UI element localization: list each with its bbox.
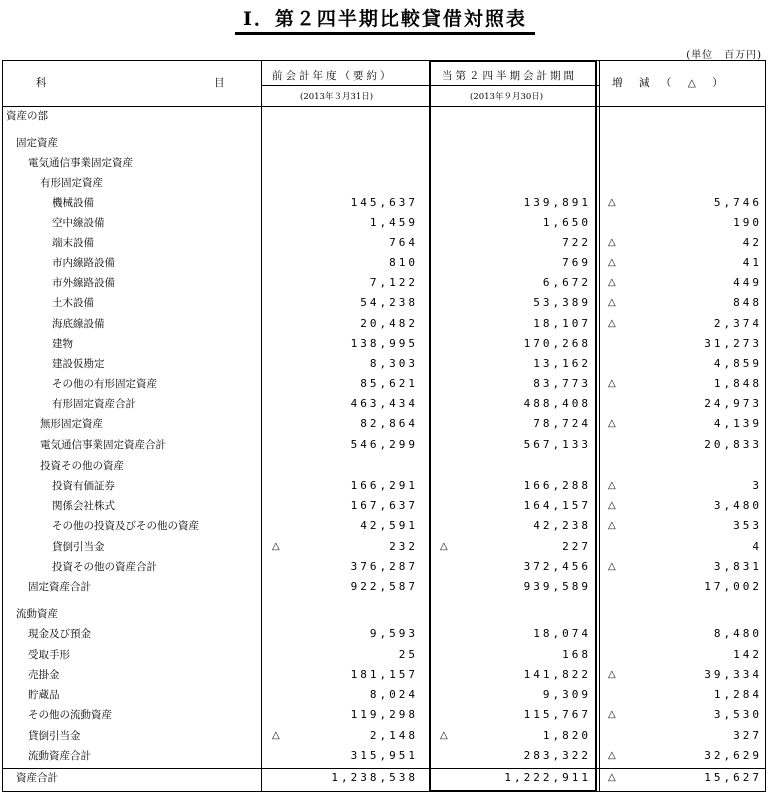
- row-label: 有形固定資産: [40, 177, 103, 189]
- cell-cur: 139,891: [523, 196, 591, 209]
- negative-triangle-icon: △: [608, 197, 616, 208]
- row-label: 売掛金: [28, 669, 60, 681]
- cell-prev: 9,593: [369, 627, 418, 640]
- negative-triangle-icon: △: [440, 730, 448, 741]
- cell-prev: 232: [389, 540, 418, 553]
- row-label: 電気通信事業固定資産: [28, 157, 133, 169]
- table-row: [2, 577, 766, 597]
- unit-label: (単位 百万円): [686, 50, 762, 61]
- cell-cur: 78,724: [533, 417, 591, 430]
- table-row: [2, 133, 766, 153]
- table-row: [2, 153, 766, 173]
- row-label: その他の投資及びその他の資産: [52, 520, 199, 532]
- cell-diff: 142: [733, 648, 762, 661]
- row-label: 固定資産合計: [28, 581, 91, 593]
- header-prev-year: 前会計年度（要約）: [272, 70, 394, 82]
- cell-cur: 567,133: [523, 438, 591, 451]
- cell-prev: 2,148: [369, 729, 418, 742]
- negative-triangle-icon: △: [272, 730, 280, 741]
- table-row: [2, 645, 766, 665]
- cell-diff: 2,374: [713, 317, 762, 330]
- row-label: 受取手形: [28, 649, 70, 661]
- row-label: 固定資産: [16, 137, 58, 149]
- cell-diff: 31,273: [704, 337, 762, 350]
- cell-prev: 315,951: [350, 749, 418, 762]
- row-label: 市内線路設備: [52, 257, 115, 269]
- cell-cur: 1,820: [542, 729, 591, 742]
- table-row: [2, 314, 766, 334]
- cell-diff: 4,139: [713, 417, 762, 430]
- cell-prev: 145,637: [350, 196, 418, 209]
- cell-diff: 190: [733, 216, 762, 229]
- table-row: [2, 476, 766, 496]
- cell-cur: 1,650: [542, 216, 591, 229]
- cell-diff: 4,859: [713, 357, 762, 370]
- cell-prev: 42,591: [360, 519, 418, 532]
- header-item: 科: [36, 77, 50, 89]
- cell-prev: 167,637: [350, 499, 418, 512]
- header-current-period: 当第２四半期会計期間: [442, 70, 577, 82]
- cell-prev: 546,299: [350, 438, 418, 451]
- cell-prev: 119,298: [350, 708, 418, 721]
- row-label: 資産の部: [6, 110, 48, 122]
- page-title: Ⅰ．第２四半期比較貸借対照表: [0, 4, 770, 35]
- cell-prev: 7,122: [369, 276, 418, 289]
- cell-prev: 463,434: [350, 397, 418, 410]
- row-label: 市外線路設備: [52, 277, 115, 289]
- table-row: [2, 293, 766, 313]
- table-row: [2, 665, 766, 685]
- table-row: [2, 768, 766, 788]
- cell-cur: 1,222,911: [504, 771, 591, 784]
- cell-cur: 283,322: [523, 749, 591, 762]
- cell-prev: 810: [389, 256, 418, 269]
- cell-diff: 327: [733, 729, 762, 742]
- row-label: 建物: [52, 338, 73, 350]
- row-label: 貸倒引当金: [52, 541, 105, 553]
- cell-diff: 848: [733, 296, 762, 309]
- cell-diff: 42: [742, 236, 762, 249]
- cell-cur: 488,408: [523, 397, 591, 410]
- cell-diff: 5,746: [713, 196, 762, 209]
- cell-prev: 1,238,538: [331, 771, 418, 784]
- cell-prev: 764: [389, 236, 418, 249]
- cell-prev: 8,303: [369, 357, 418, 370]
- row-label: 流動資産合計: [28, 750, 91, 762]
- cell-cur: 6,672: [542, 276, 591, 289]
- cell-cur: 53,389: [533, 296, 591, 309]
- header-prev-date: (2013年３月31日): [300, 92, 374, 102]
- cell-diff: 353: [733, 519, 762, 532]
- cell-diff: 1,848: [713, 377, 762, 390]
- row-label: 流動資産: [16, 608, 58, 620]
- row-label: 貸倒引当金: [28, 730, 81, 742]
- negative-triangle-icon: △: [608, 520, 616, 531]
- row-label: 機械設備: [52, 197, 94, 209]
- row-label: 端末設備: [52, 237, 94, 249]
- table-row: [2, 233, 766, 253]
- negative-triangle-icon: △: [608, 378, 616, 389]
- cell-diff: 20,833: [704, 438, 762, 451]
- cell-diff: 3,831: [713, 560, 762, 573]
- row-label: 投資その他の資産合計: [52, 561, 157, 573]
- table-row: [2, 746, 766, 766]
- cell-prev: 1,459: [369, 216, 418, 229]
- negative-triangle-icon: △: [272, 541, 280, 552]
- table-row: [2, 516, 766, 536]
- row-label: 建設仮勘定: [52, 358, 105, 370]
- negative-triangle-icon: △: [608, 318, 616, 329]
- cell-diff: 15,627: [704, 771, 762, 784]
- cell-cur: 769: [562, 256, 591, 269]
- cell-prev: 8,024: [369, 688, 418, 701]
- cell-cur: 141,822: [523, 668, 591, 681]
- cell-cur: 166,288: [523, 479, 591, 492]
- table-row: [2, 496, 766, 516]
- row-label: その他の流動資産: [28, 709, 112, 721]
- cell-diff: 3: [752, 479, 762, 492]
- cell-prev: 376,287: [350, 560, 418, 573]
- cell-prev: 20,482: [360, 317, 418, 330]
- negative-triangle-icon: △: [608, 297, 616, 308]
- table-row: [2, 414, 766, 434]
- table-row: [2, 354, 766, 374]
- row-label: 投資その他の資産: [40, 460, 124, 472]
- cell-cur: 115,767: [523, 708, 591, 721]
- table-row: [2, 374, 766, 394]
- cell-diff: 39,334: [704, 668, 762, 681]
- cell-diff: 3,480: [713, 499, 762, 512]
- cell-cur: 939,589: [523, 580, 591, 593]
- table-row: [2, 173, 766, 193]
- negative-triangle-icon: △: [608, 237, 616, 248]
- row-label: その他の有形固定資産: [52, 378, 157, 390]
- table-row: [2, 334, 766, 354]
- table-row: [2, 456, 766, 476]
- table-row: [2, 106, 766, 126]
- row-label: 関係会社株式: [52, 500, 115, 512]
- row-label: 有形固定資産合計: [52, 398, 136, 410]
- cell-diff: 8,480: [713, 627, 762, 640]
- negative-triangle-icon: △: [608, 418, 616, 429]
- cell-diff: 449: [733, 276, 762, 289]
- table-row: [2, 705, 766, 725]
- cell-prev: 922,587: [350, 580, 418, 593]
- row-label: 資産合計: [16, 772, 58, 784]
- row-label: 投資有価証券: [52, 480, 115, 492]
- cell-diff: 1,284: [713, 688, 762, 701]
- cell-diff: 4: [752, 540, 762, 553]
- negative-triangle-icon: △: [608, 772, 616, 783]
- cell-cur: 170,268: [523, 337, 591, 350]
- negative-triangle-icon: △: [608, 480, 616, 491]
- table-row: [2, 394, 766, 414]
- cell-prev: 54,238: [360, 296, 418, 309]
- table-row: [2, 604, 766, 624]
- cell-cur: 83,773: [533, 377, 591, 390]
- cell-diff: 41: [742, 256, 762, 269]
- negative-triangle-icon: △: [440, 541, 448, 552]
- cell-diff: 24,973: [704, 397, 762, 410]
- negative-triangle-icon: △: [608, 257, 616, 268]
- row-label: 貯蔵品: [28, 689, 60, 701]
- table-row: [2, 685, 766, 705]
- negative-triangle-icon: △: [608, 277, 616, 288]
- table-row: [2, 213, 766, 233]
- table-row: [2, 435, 766, 455]
- cell-diff: 32,629: [704, 749, 762, 762]
- negative-triangle-icon: △: [608, 561, 616, 572]
- row-label: 土木設備: [52, 297, 94, 309]
- table-row: [2, 557, 766, 577]
- cell-cur: 18,107: [533, 317, 591, 330]
- table-row: [2, 193, 766, 213]
- cell-prev: 181,157: [350, 668, 418, 681]
- negative-triangle-icon: △: [608, 669, 616, 680]
- table-row: [2, 273, 766, 293]
- cell-cur: 18,074: [533, 627, 591, 640]
- row-label: 空中線設備: [52, 217, 105, 229]
- negative-triangle-icon: △: [608, 500, 616, 511]
- row-label: 海底線設備: [52, 318, 105, 330]
- cell-cur: 13,162: [533, 357, 591, 370]
- table-row: [2, 537, 766, 557]
- cell-cur: 227: [562, 540, 591, 553]
- cell-prev: 85,621: [360, 377, 418, 390]
- cell-diff: 17,002: [704, 580, 762, 593]
- header-difference: 増 減 （ △ ）: [612, 77, 726, 89]
- cell-prev: 138,995: [350, 337, 418, 350]
- cell-cur: 42,238: [533, 519, 591, 532]
- negative-triangle-icon: △: [608, 709, 616, 720]
- table-row: [2, 726, 766, 746]
- header-current-date: (2013年９月30日): [470, 92, 544, 102]
- table-row: [2, 253, 766, 273]
- cell-prev: 25: [398, 648, 418, 661]
- cell-diff: 3,530: [713, 708, 762, 721]
- negative-triangle-icon: △: [608, 750, 616, 761]
- table-row: [2, 624, 766, 644]
- cell-cur: 372,456: [523, 560, 591, 573]
- cell-cur: 722: [562, 236, 591, 249]
- cell-cur: 168: [562, 648, 591, 661]
- header-item-2: 目: [214, 77, 228, 89]
- row-label: 無形固定資産: [40, 418, 103, 430]
- cell-prev: 82,864: [360, 417, 418, 430]
- cell-cur: 9,309: [542, 688, 591, 701]
- cell-cur: 164,157: [523, 499, 591, 512]
- cell-prev: 166,291: [350, 479, 418, 492]
- row-label: 電気通信事業固定資産合計: [40, 439, 166, 451]
- row-label: 現金及び預金: [28, 628, 91, 640]
